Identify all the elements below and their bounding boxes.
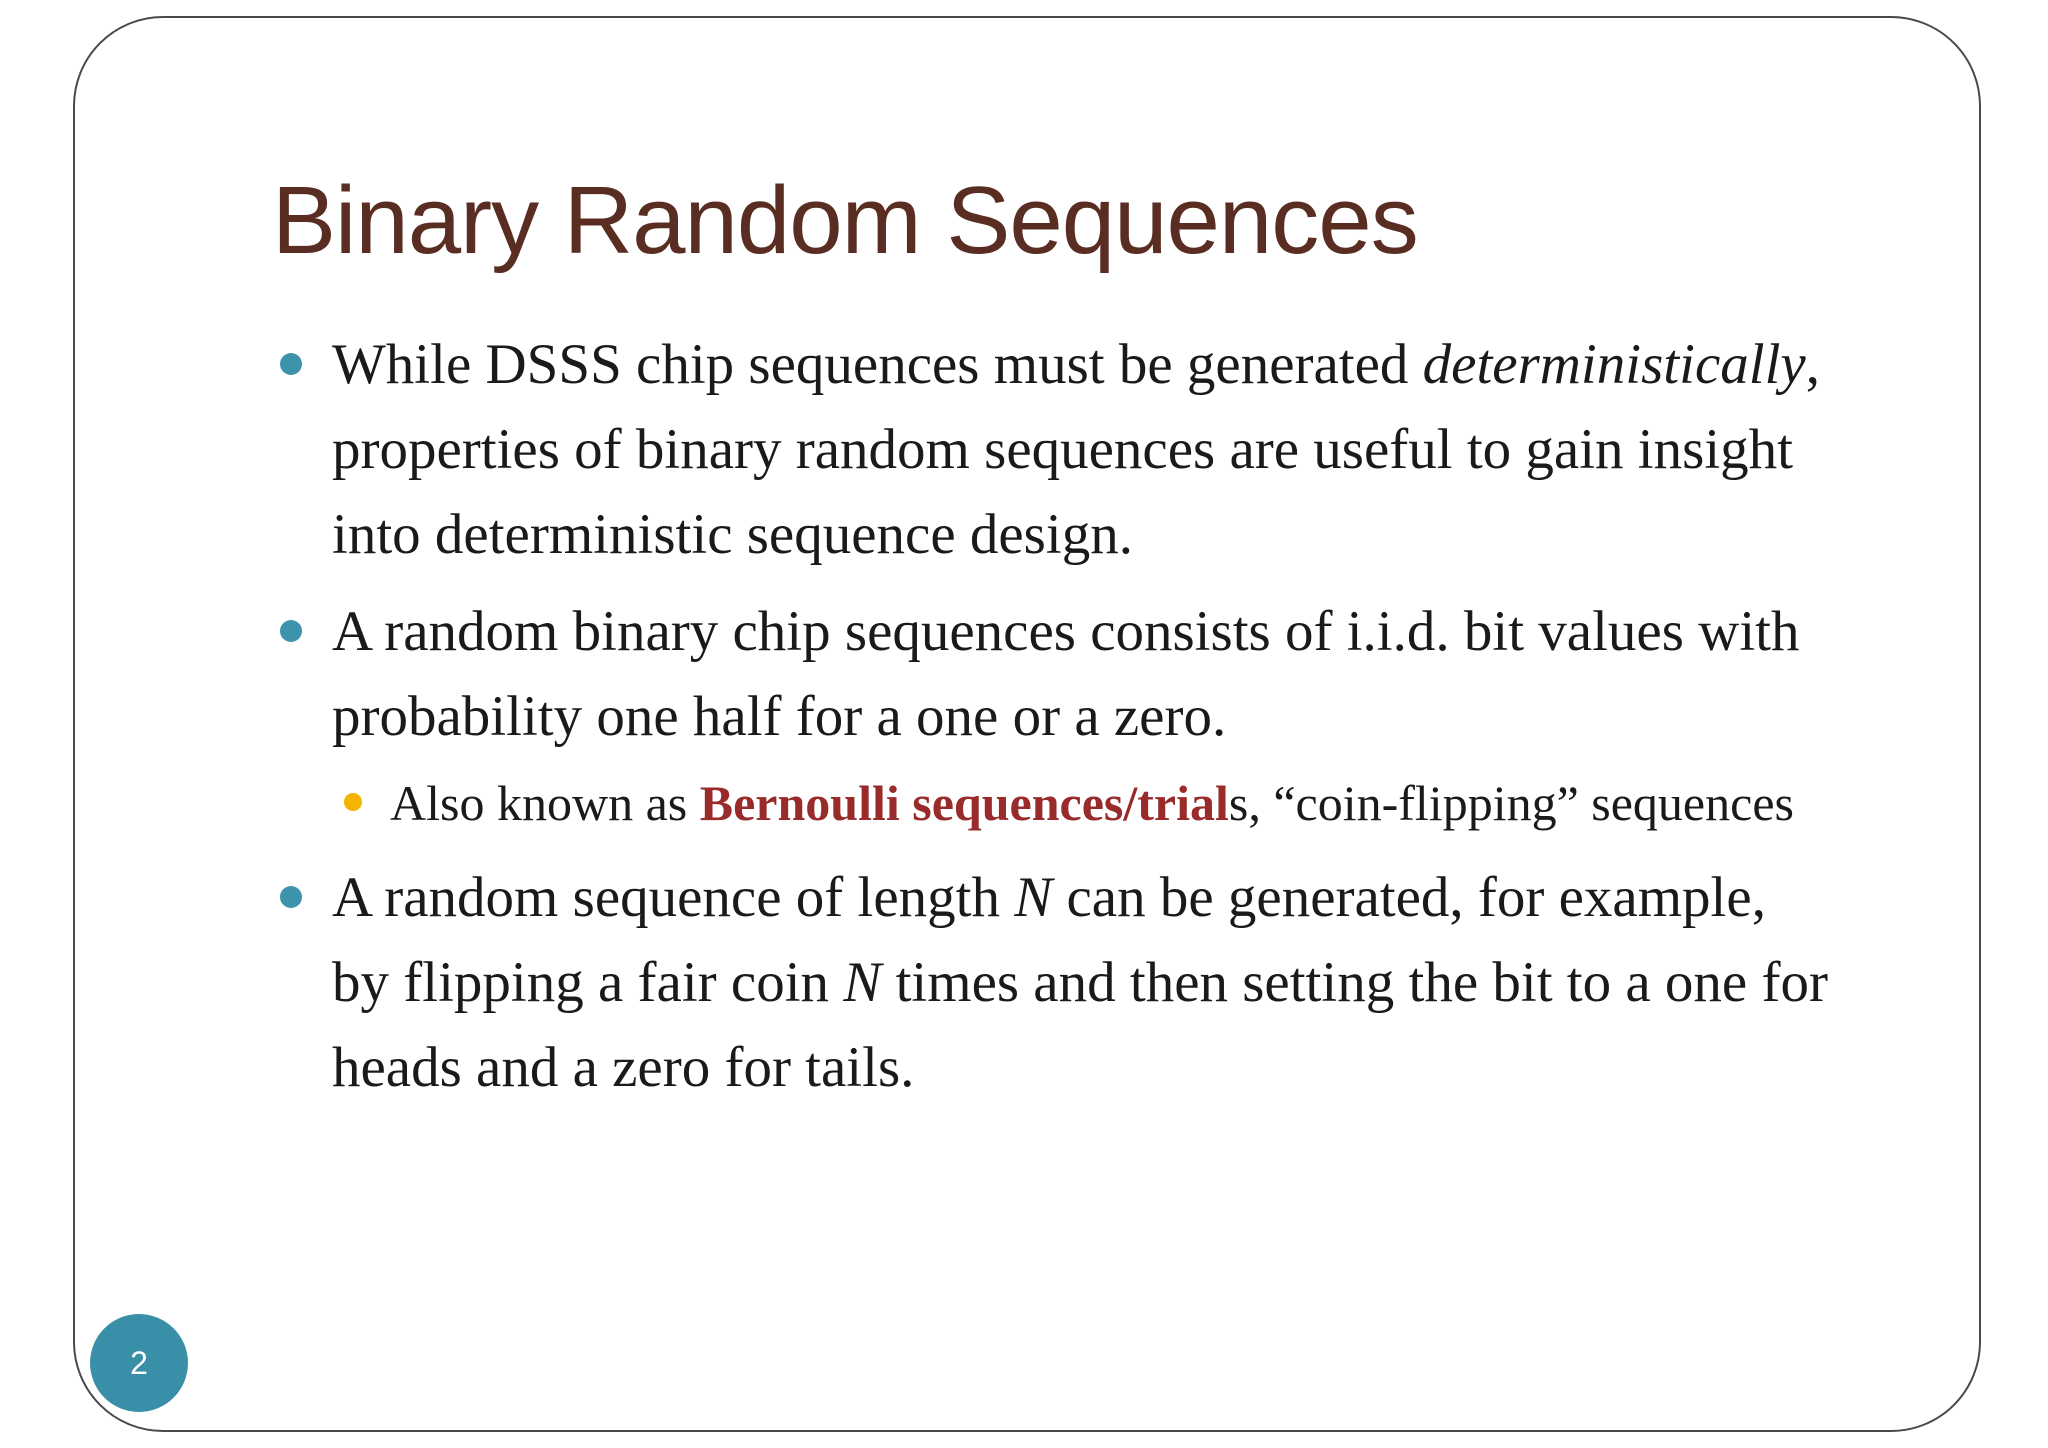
sub-bullet-item (272, 763, 1832, 843)
sub-bullet-dot-icon (344, 793, 362, 811)
bullet-text: , properties of binary random sequences are useful to gain insight into deterministic sequence design. (332, 333, 1820, 566)
bullet-italic-text: N (1014, 866, 1053, 929)
slide-content (272, 322, 1832, 1110)
bullet-item (272, 589, 1832, 759)
page-number: 2 (130, 1344, 148, 1381)
sub-bullet-text: s, “coin-flipping” sequences (1228, 775, 1794, 831)
bullet-item (272, 322, 1832, 577)
page-number-badge (90, 1314, 188, 1412)
bullet-dot-icon (280, 353, 302, 375)
bullet-dot-icon (280, 620, 302, 642)
bullet-italic-text: N (843, 951, 882, 1014)
bullet-item (272, 855, 1832, 1110)
bullet-text: A random sequence of length (332, 866, 1015, 929)
bullet-italic-text: deterministically (1422, 333, 1806, 396)
bullet-text: While DSSS chip sequences must be generated (332, 333, 1423, 396)
sub-bullet-text: Also known as (390, 775, 700, 831)
bullet-text: can be generated, for example, by flipping a fair coin (332, 866, 1766, 1014)
bullet-text: A random binary chip sequences consists of i.i.d. bit values with probability one half for a one or a zero. (332, 600, 1800, 748)
slide-title: Binary Random Sequences (272, 167, 1418, 274)
sub-bullet-highlight-text: Bernoulli sequences/trial (699, 775, 1229, 831)
bullet-text: times and then setting the bit to a one for heads and a zero for tails. (332, 951, 1828, 1099)
bullet-dot-icon (280, 886, 302, 908)
